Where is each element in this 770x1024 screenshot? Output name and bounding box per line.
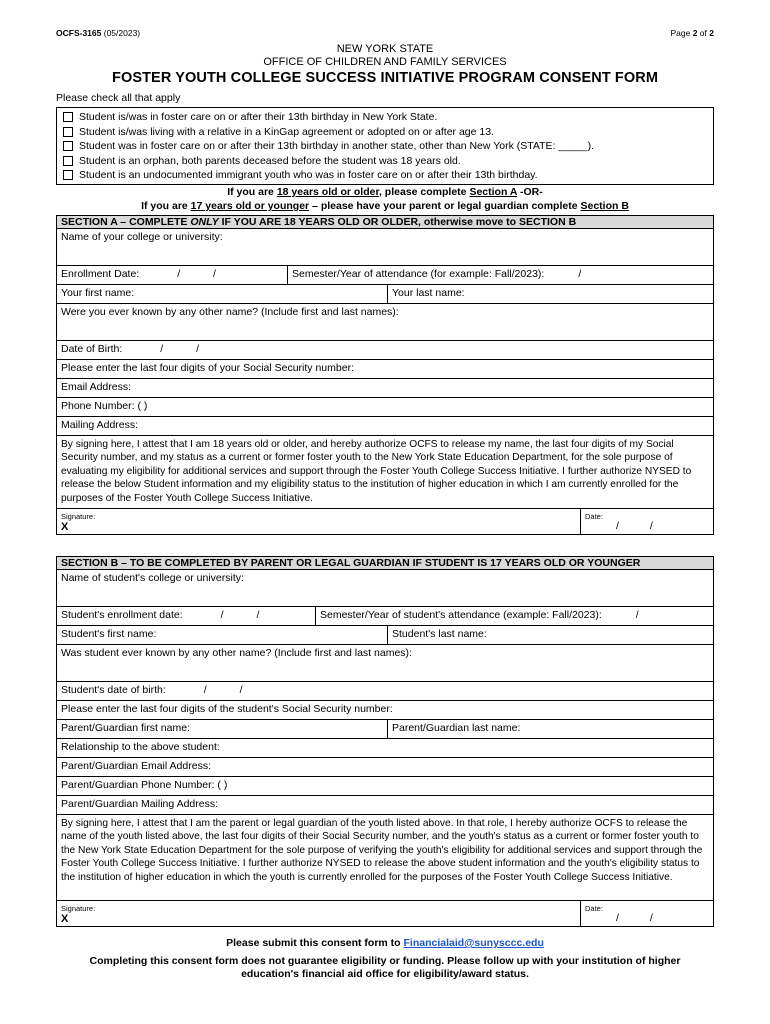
section-a-header: SECTION A – COMPLETE ONLY IF YOU ARE 18 YEARS OLD OR OLDER, otherwise move to SECTION B (57, 216, 713, 229)
email-field[interactable]: Email Address: (57, 379, 713, 398)
financial-aid-email-link[interactable]: Financialaid@sunysccc.edu (403, 937, 544, 949)
checkbox[interactable] (63, 170, 73, 180)
student-first-name-field[interactable]: Student's first name: (61, 628, 157, 640)
semester-field[interactable]: Semester/Year of attendance (for example: Fall/2023): / (287, 266, 713, 284)
guardian-name-row (57, 720, 713, 739)
phone-field[interactable]: Phone Number: ( ) (57, 398, 713, 417)
form-id: OCFS-3165 (05/2023) (56, 28, 141, 38)
dob-field[interactable]: Date of Birth: / / (57, 341, 713, 360)
checkbox[interactable] (63, 141, 73, 151)
ssn-field[interactable]: Please enter the last four digits of your Social Security number: (57, 360, 713, 379)
checkbox[interactable] (63, 156, 73, 166)
signature-row (57, 509, 713, 534)
eligibility-option: Student is/was in foster care on or after their 13th birthday in New York State. (63, 110, 713, 125)
section-b (56, 556, 714, 927)
student-college-field[interactable]: Name of student's college or university: (57, 570, 713, 607)
eligibility-option: Student is an undocumented immigrant youth who was in foster care on or after their 13th birthday. (63, 168, 713, 183)
check-intro: Please check all that apply (56, 92, 181, 104)
other-names-field[interactable]: Were you ever known by any other name? (Include first and last names): (57, 304, 713, 341)
page-indicator: Page 2 of 2 (670, 28, 714, 38)
student-enrollment-date-field[interactable]: Student's enrollment date: / / (61, 609, 260, 621)
guardian-attestation-text: By signing here, I attest that I am the parent or legal guardian of the youth listed above. In that role, I hereby authorize OCFS to release the name of the youth listed above, the last four digits of their Social Security number, and the youth's status as a current or former foster youth to the New York State Education Department for the sole purpose of verifying the youth's eligibility for additional services and support through the Foster Youth College Success Initiative. I further authorize NYSED to release the above student information and the youth's eligibility status to the institution of higher education in which the youth is currently enrolled for the purposes of the Foster Youth College Success Initiative. (57, 815, 713, 901)
guardian-first-name-field[interactable]: Parent/Guardian first name: (61, 722, 190, 734)
mailing-address-field[interactable]: Mailing Address: (57, 417, 713, 436)
name-row (57, 285, 713, 304)
enrollment-date-field[interactable]: Enrollment Date: / / (61, 268, 216, 280)
checkbox[interactable] (63, 127, 73, 137)
last-name-field[interactable]: Your last name: (387, 285, 713, 303)
student-name-row (57, 626, 713, 645)
college-field[interactable]: Name of your college or university: (57, 229, 713, 266)
student-other-names-field[interactable]: Was student ever known by any other name? (Include first and last names): (57, 645, 713, 682)
form-title: FOSTER YOUTH COLLEGE SUCCESS INITIATIVE PROGRAM CONSENT FORM (111, 70, 659, 86)
disclaimer: Completing this consent form does not guarantee eligibility or funding. Please follow up with your institution of higher education's financial aid office for eligibility/award status. (89, 955, 681, 980)
first-name-field[interactable]: Your first name: (61, 287, 135, 299)
eligibility-option: Student was in foster care on or after their 13th birthday in another state, other than New York (STATE: _____). (63, 139, 713, 154)
guardian-last-name-field[interactable]: Parent/Guardian last name: (387, 720, 713, 738)
eligibility-option: Student is/was living with a relative in a KinGap agreement or adopted on or after age 13. (63, 125, 713, 140)
attestation-text: By signing here, I attest that I am 18 years old or older, and hereby authorize OCFS to release my name, the last four digits of my Social Security number, and my status as a current or former foster youth to the New York State Education Department, for the sole purpose of evaluating my eligibility for additional services and support through the Foster Youth College Success Initiative. I further authorize NYSED to release the below Student information and my eligibility status to the institution of higher education in which I am currently enrolled for the purposes of the Foster Youth College Success Initiative. (57, 436, 713, 509)
guardian-phone-field[interactable]: Parent/Guardian Phone Number: ( ) (57, 777, 713, 796)
guardian-email-field[interactable]: Parent/Guardian Email Address: (57, 758, 713, 777)
eligibility-checkboxes (56, 107, 714, 185)
agency-name: NEW YORK STATE OFFICE OF CHILDREN AND FAMILY SERVICES (263, 43, 507, 68)
submit-instruction: Please submit this consent form to Financialaid@sunysccc.edu (226, 937, 544, 949)
section-b-header: SECTION B – TO BE COMPLETED BY PARENT OR LEGAL GUARDIAN IF STUDENT IS 17 YEARS OLD OR YOUNGER (57, 557, 713, 570)
signature-field[interactable]: Signature: X (61, 512, 96, 533)
guardian-signature-row (57, 901, 713, 926)
checkbox[interactable] (63, 112, 73, 122)
section-a (56, 215, 714, 535)
guardian-signature-field[interactable]: Signature: X (61, 904, 96, 925)
relationship-field[interactable]: Relationship to the above student: (57, 739, 713, 758)
eligibility-option: Student is an orphan, both parents deceased before the student was 18 years old. (63, 154, 713, 169)
guardian-signature-date-field[interactable]: Date: / / (580, 901, 713, 926)
age-instruction-line2: If you are 17 years old or younger – please have your parent or legal guardian complete Section B (141, 200, 629, 212)
student-enrollment-row (57, 607, 713, 626)
enrollment-row (57, 266, 713, 285)
student-ssn-field[interactable]: Please enter the last four digits of the student's Social Security number: (57, 701, 713, 720)
student-semester-field[interactable]: Semester/Year of student's attendance (example: Fall/2023): / (315, 607, 713, 625)
student-last-name-field[interactable]: Student's last name: (387, 626, 713, 644)
age-instruction-line1: If you are 18 years old or older, please complete Section A -OR- (227, 186, 543, 198)
form-header-line (56, 28, 714, 38)
guardian-mailing-address-field[interactable]: Parent/Guardian Mailing Address: (57, 796, 713, 815)
student-dob-field[interactable]: Student's date of birth: / / (57, 682, 713, 701)
signature-date-field[interactable]: Date: / / (580, 509, 713, 534)
